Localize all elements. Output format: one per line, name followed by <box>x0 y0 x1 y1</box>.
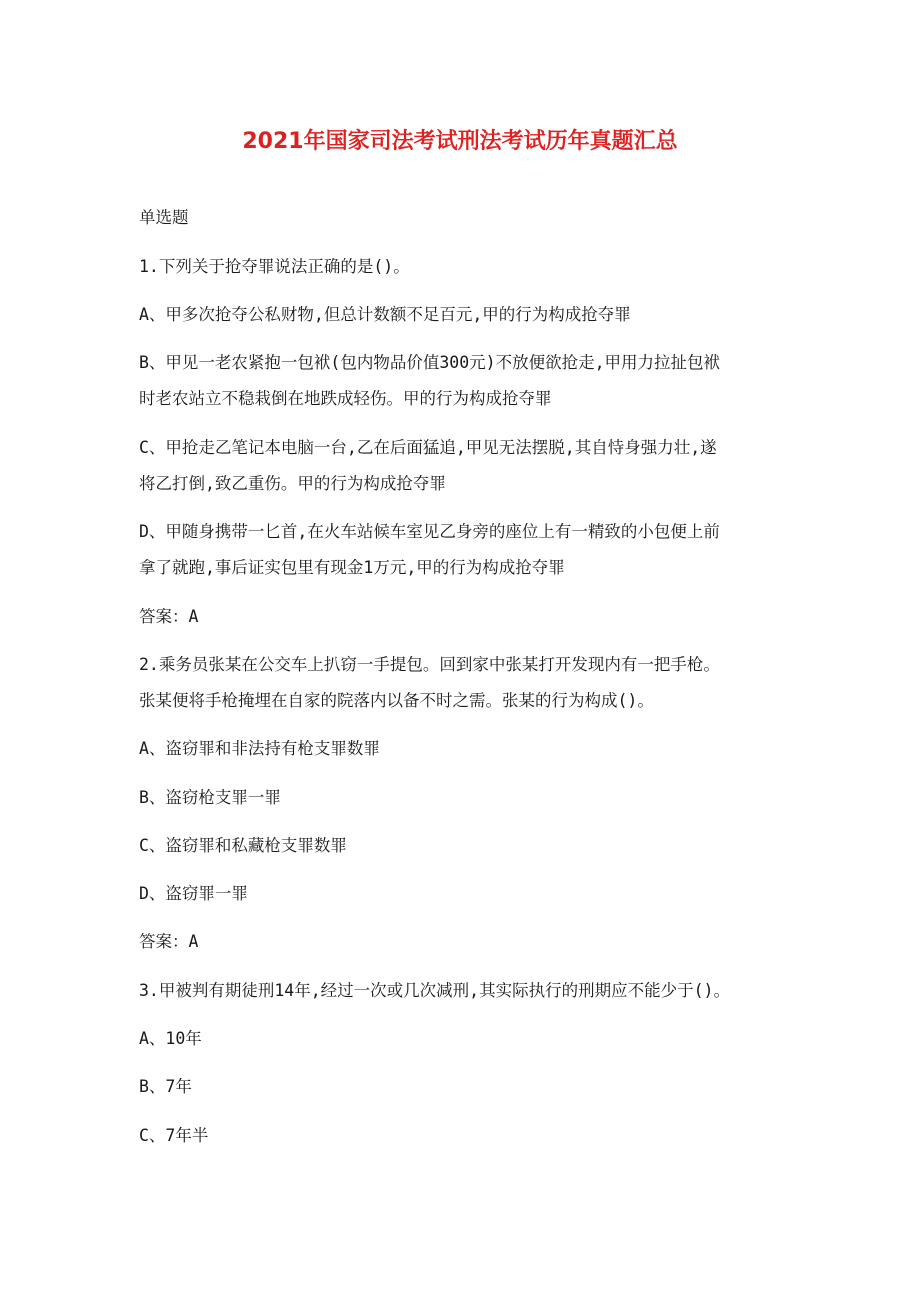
question-3-option-c: C、7年半 <box>139 1126 209 1145</box>
question-1-stem: 1.下列关于抢夺罪说法正确的是()。 <box>139 257 410 276</box>
question-1-option-a: A、甲多次抢夺公私财物,但总计数额不足百元,甲的行为构成抢夺罪 <box>139 305 631 324</box>
document-title: 2021年国家司法考试刑法考试历年真题汇总 <box>242 129 678 154</box>
question-3-option-b: B、7年 <box>139 1077 192 1096</box>
question-2-option-d: D、盗窃罪一罪 <box>139 884 248 903</box>
question-1-option-c-line-2: 将乙打倒,致乙重伤。甲的行为构成抢夺罪 <box>139 474 446 493</box>
question-3-stem: 3.甲被判有期徒刑14年,经过一次或几次减刑,其实际执行的刑期应不能少于()。 <box>139 981 730 1000</box>
question-2-option-b: B、盗窃枪支罪一罪 <box>139 788 281 807</box>
question-2-stem-line-1: 2.乘务员张某在公交车上扒窃一手提包。回到家中张某打开发现内有一把手枪。 <box>139 655 720 674</box>
question-1-option-d-line-2: 拿了就跑,事后证实包里有现金1万元,甲的行为构成抢夺罪 <box>139 558 565 577</box>
question-1-option-b-line-1: B、甲见一老农紧抱一包袱(包内物品价值300元)不放便欲抢走,甲用力拉扯包袱 <box>139 353 721 372</box>
question-2-option-c: C、盗窃罪和私藏枪支罪数罪 <box>139 836 347 855</box>
question-2-answer: 答案：A <box>139 932 199 951</box>
question-1-option-c-line-1: C、甲抢走乙笔记本电脑一台,乙在后面猛追,甲见无法摆脱,其自恃身强力壮,遂 <box>139 438 717 457</box>
section-heading: 单选题 <box>139 208 189 227</box>
question-1-answer: 答案：A <box>139 607 199 626</box>
question-1-option-b-line-2: 时老农站立不稳栽倒在地跌成轻伤。甲的行为构成抢夺罪 <box>139 389 552 408</box>
question-3-option-a: A、10年 <box>139 1029 202 1048</box>
question-1-option-d-line-1: D、甲随身携带一匕首,在火车站候车室见乙身旁的座位上有一精致的小包便上前 <box>139 522 720 541</box>
question-2-option-a: A、盗窃罪和非法持有枪支罪数罪 <box>139 739 380 758</box>
question-2-stem-line-2: 张某便将手枪掩埋在自家的院落内以备不时之需。张某的行为构成()。 <box>139 691 654 710</box>
